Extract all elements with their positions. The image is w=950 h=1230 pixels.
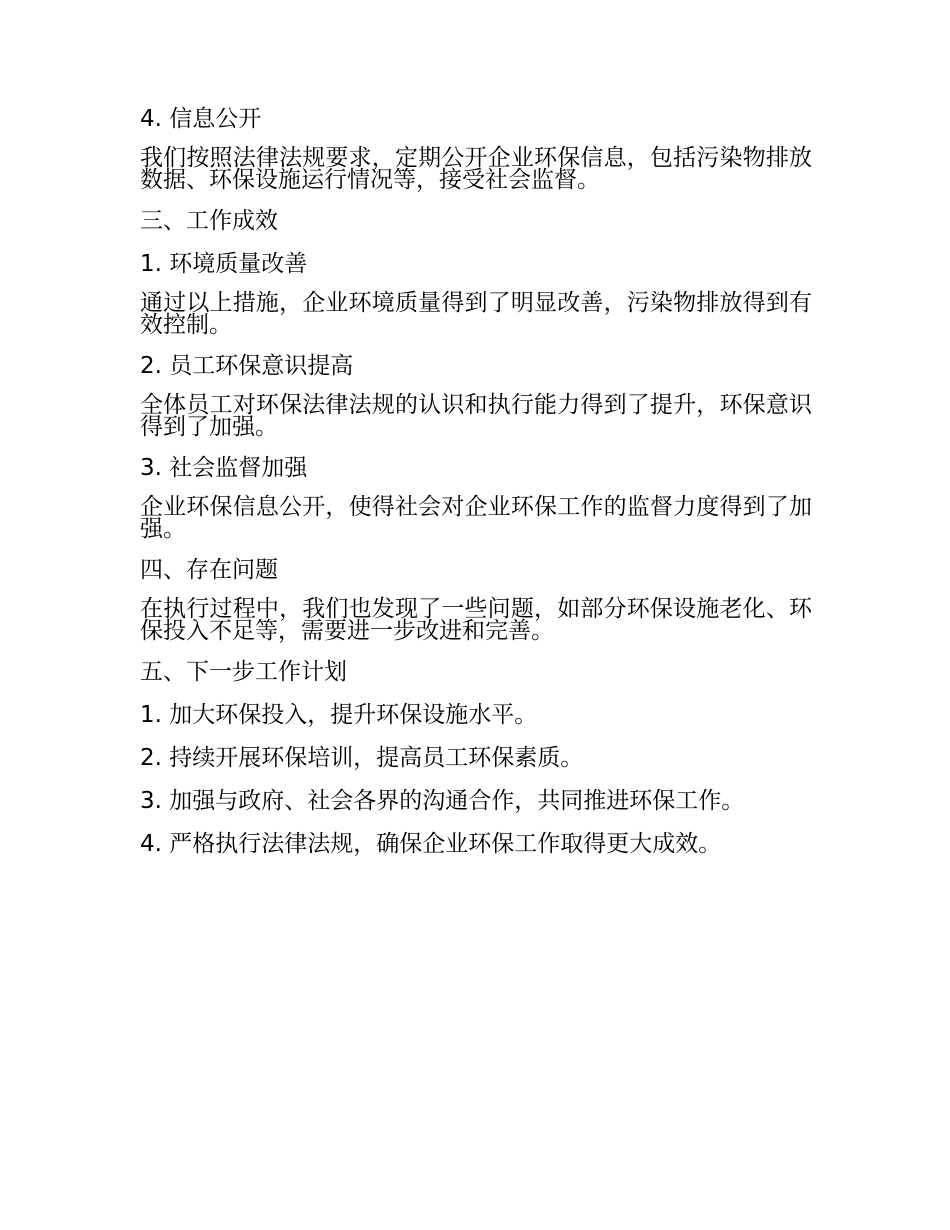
paragraph-existing-problems: 在执行过程中，我们也发现了一些问题，如部分环保设施老化、环保投入不足等，需要进一步改进和完善。: [140, 596, 812, 644]
heading-staff-awareness: 2. 员工环保意识提高: [140, 353, 354, 379]
paragraph-staff-awareness: 全体员工对环保法律法规的认识和执行能力得到了提升，环保意识得到了加强。: [140, 392, 812, 440]
paragraph-social-supervision: 企业环保信息公开，使得社会对企业环保工作的监督力度得到了加强。: [140, 494, 812, 542]
plan-item-4: 4. 严格执行法律法规，确保企业环保工作取得更大成效。: [140, 831, 722, 857]
heading-existing-problems: 四、存在问题: [140, 557, 278, 583]
plan-item-1: 1. 加大环保投入，提升环保设施水平。: [140, 702, 538, 728]
heading-next-plan: 五、下一步工作计划: [140, 659, 347, 685]
heading-work-results: 三、工作成效: [140, 208, 278, 234]
plan-item-2: 2. 持续开展环保培训，提高员工环保素质。: [140, 745, 584, 771]
paragraph-environment-quality: 通过以上措施，企业环境质量得到了明显改善，污染物排放得到有效控制。: [140, 290, 812, 338]
paragraph-info-disclosure: 我们按照法律法规要求，定期公开企业环保信息，包括污染物排放数据、环保设施运行情况等，接受社会监督。: [140, 145, 812, 193]
plan-item-3: 3. 加强与政府、社会各界的沟通合作，共同推进环保工作。: [140, 788, 745, 814]
heading-social-supervision: 3. 社会监督加强: [140, 455, 308, 481]
heading-info-disclosure: 4. 信息公开: [140, 106, 262, 132]
heading-environment-quality: 1. 环境质量改善: [140, 251, 308, 277]
document-page: [140, 104, 812, 872]
